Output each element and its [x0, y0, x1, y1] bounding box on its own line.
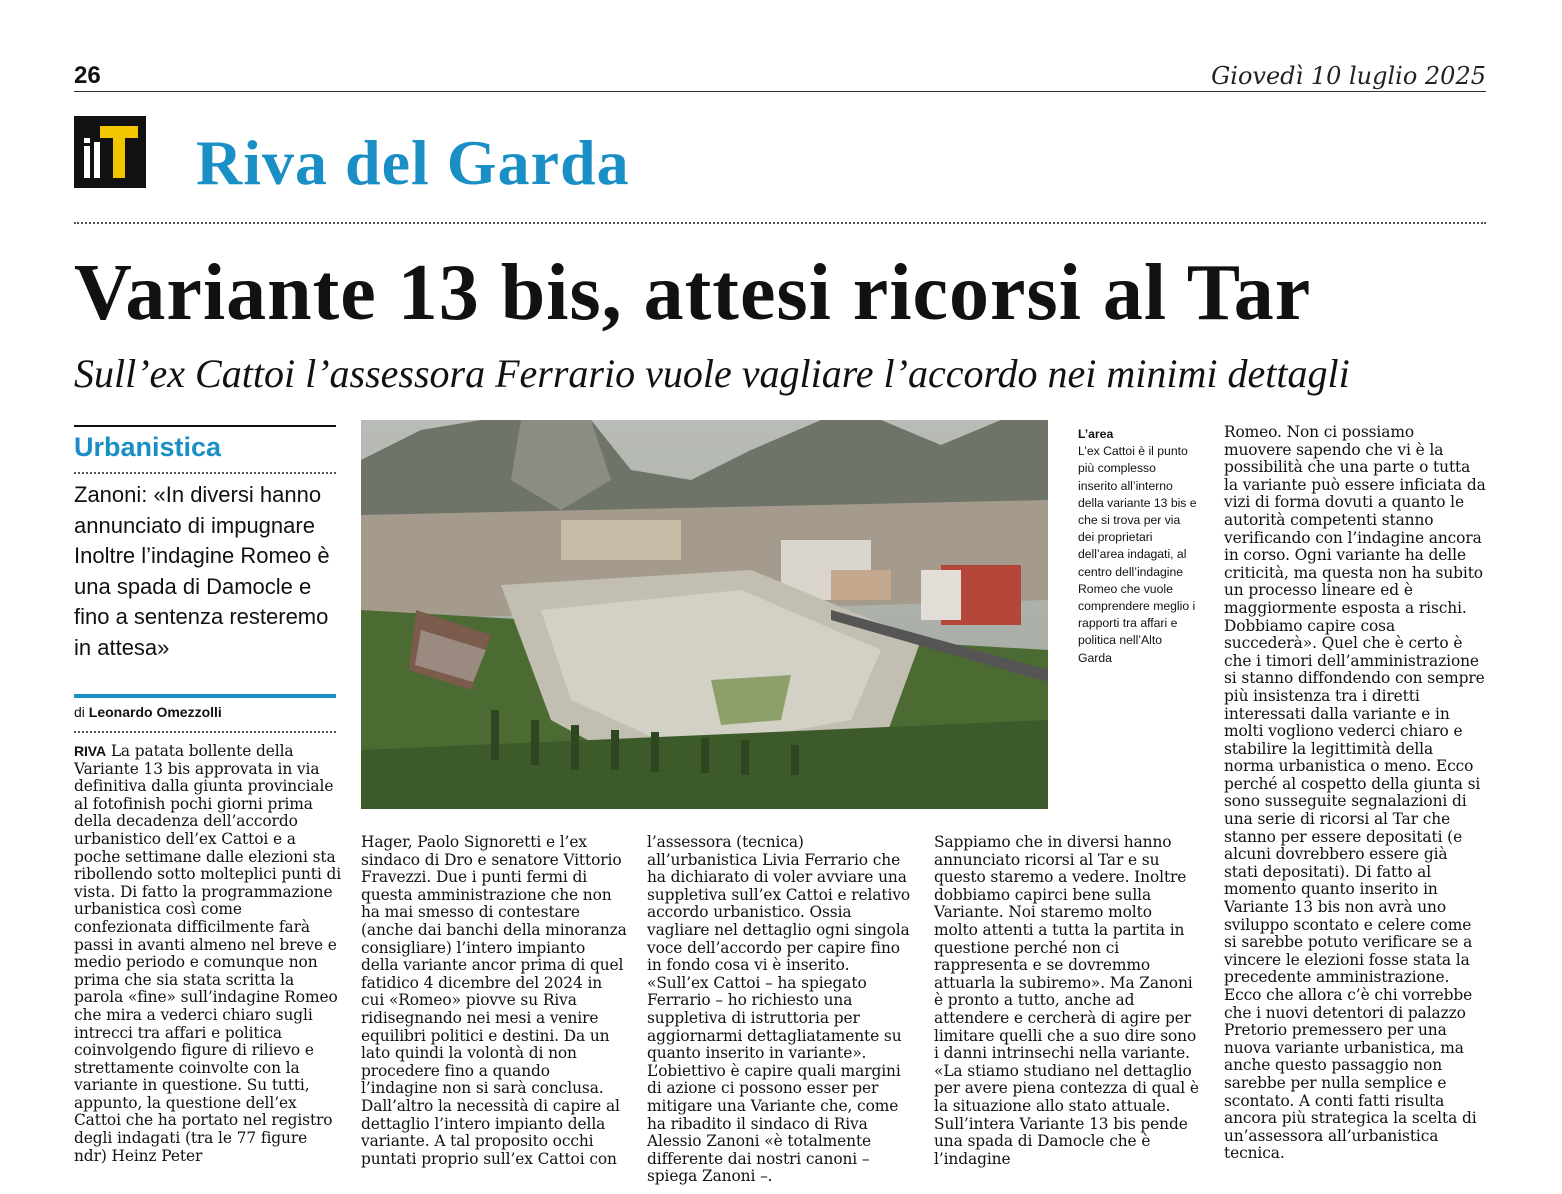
byline-author: Leonardo Omezzolli [88, 704, 222, 720]
summary-rule [74, 694, 336, 698]
kicker-divider [74, 472, 336, 474]
article-column-5 [1224, 424, 1486, 1163]
byline-divider [74, 731, 336, 733]
article-column-1 [74, 743, 344, 1165]
photo-caption [1078, 426, 1198, 667]
header-rule [74, 91, 1486, 92]
article-column-3 [647, 834, 913, 1186]
article-column-4 [934, 834, 1200, 1168]
article-column-2 [361, 834, 627, 1168]
newspaper-logo [74, 116, 146, 188]
section-divider [74, 222, 1486, 224]
kicker: Urbanistica [74, 432, 222, 462]
summary-quote: Zanoni: «In diversi hanno annunciato di impugnare Inoltre l’indagine Romeo è una spada di Damocle e fino a sentenza resteremo in attesa» [74, 482, 330, 660]
headline: Variante 13 bis, attesi ricorsi al Tar [74, 249, 1312, 337]
dateline: RIVA [74, 743, 107, 759]
column-text: La patata bollente della Variante 13 bis approvata in via definitiva dalla giunta provinciale al fotofinish pochi giorni prima della decadenza dell’accordo urbanistico dell’ex Cattoi e a poche settimane dalle elezioni sta ribollendo sotto molteplici punti di vista. Di fatto la programmazione urbanistica così come confezionata difficilmente farà passi in avanti almeno nel breve e medio periodo e comunque non prima che sia stata scritta la parola «fine» sull’indagine Romeo che mira a vederci chiaro sugli intrecci tra affari e politica coinvolgendo figure di rilievo e strettamente coinvolte con la variante in questione. Su tutti, appunto, la questione dell’ex Cattoi che ha portato nel registro degli indagati (tra le 77 figure ndr) Heinz Peter [74, 742, 342, 1165]
caption-title: L’area [1078, 427, 1114, 441]
caption-text: L’ex Cattoi è il punto più complesso inserito all’interno della variante 13 bis e che si trova per via dei proprietari dell’area indagati, al centro dell’indagine Romeo che vuole comprendere meglio i rapporti tra affari e politica nell’Alto Garda [1078, 444, 1197, 665]
page-number: 26 [74, 62, 101, 89]
byline-prefix: di [74, 704, 85, 720]
section-title: Riva del Garda [196, 127, 630, 198]
kicker-rule [74, 425, 336, 427]
byline [74, 704, 222, 720]
article-photo [361, 420, 1048, 809]
column-text: Sappiamo che in diversi hanno annunciato ricorsi al Tar e su questo staremo a vedere. Inoltre dobbiamo capirci bene sulla Variante. Noi staremo molto molto attenti a tutta la partita in questione perché non ci rappresenta e se dovremmo attuarla la subiremo». Ma Zanoni è pronto a tutto, anche ad attendere e cercherà di agire per limitare quelli che a suo dire sono i danni intrinsechi nella variante. «La stiamo studiano nel dettaglio per avere piena contezza di qual è la situazione allo stato attuale. Sull’intera Variante 13 bis pende una spada di Damocle che è l’indagine [934, 833, 1199, 1168]
column-text: Romeo. Non ci possiamo muovere sapendo che vi è la possibilità che una parte o tutta la variante può essere inficiata da vizi di forma dovuti a quanto le autorità competenti stanno verificando con l’indagine ancora in corso. Ogni variante ha delle criticità, ma questa non ha subito un processo lineare ed è maggiormente esposta a rischi. Dobbiamo capire cosa succederà». Quel che è certo è che i timori dell’amministrazione si stanno diffondendo con sempre più insistenza tra i diretti interessati dalla variante e in molti vogliono vederci chiaro e stabilire la legittimità della norma urbanistica o meno. Ecco perché al cospetto della giunta si sono susseguite segnalazioni di una serie di ricorsi al Tar che stanno per essere depositati (e alcuni dovrebbero essere già stati depositati). Di fatto al momento quanto inserito in Variante 13 bis non avrà uno sviluppo scontato e celere come si sarebbe potuto verificare se a vincere le elezioni fosse stata la precedente amministrazione. Ecco che allora c’è chi vorrebbe che i nuovi detentori di palazzo Pretorio premessero per una nuova variante urbanistica, ma anche questo passaggio non sarebbe per nulla semplice e scontato. A conti fatti risulta ancora più strategica la scelta di un’assessora all’urbanistica tecnica. [1224, 423, 1486, 1163]
column-text: Hager, Paolo Signoretti e l’ex sindaco di Dro e senatore Vittorio Fravezzi. Due i punti fermi di questa amministrazione che non ha mai smesso di contestare (anche dai banchi della minoranza consigliare) l’intero impianto della variante ancor prima di quel fatidico 4 dicembre del 2024 in cui «Romeo» piovve su Riva ridisegnando nei mesi a venire equilibri politici e destini. Da un lato quindi la volontà di non procedere fino a quando l’indagine non si sarà conclusa. Dall’altro la necessità di capire al dettaglio l’intero impianto della variante. A tal proposito occhi puntati proprio sull’ex Cattoi con [361, 833, 627, 1168]
column-text: l’assessora (tecnica) all’urbanistica Livia Ferrario che ha dichiarato di voler avviare una suppletiva sull’ex Cattoi e relativo accordo urbanistico. Ossia vagliare nel dettaglio ogni singola voce dell’accordo per capire fino in fondo cosa vi è inserito. «Sull’ex Cattoi – ha spiegato Ferrario – ho richiesto una suppletiva di istruttoria per aggiornarmi dettagliatamente su quanto inserito in variante». L’obiettivo è capire quali margini di azione ci possono esser per mitigare una Variante che, come ha ribadito il sindaco di Riva Alessio Zanoni «è totalmente differente dai nostri canoni – spiega Zanoni –. [647, 833, 911, 1186]
subheadline: Sull’ex Cattoi l’assessora Ferrario vuole vagliare l’accordo nei minimi dettagli [74, 351, 1350, 396]
issue-date: Giovedì 10 luglio 2025 [1211, 62, 1486, 90]
